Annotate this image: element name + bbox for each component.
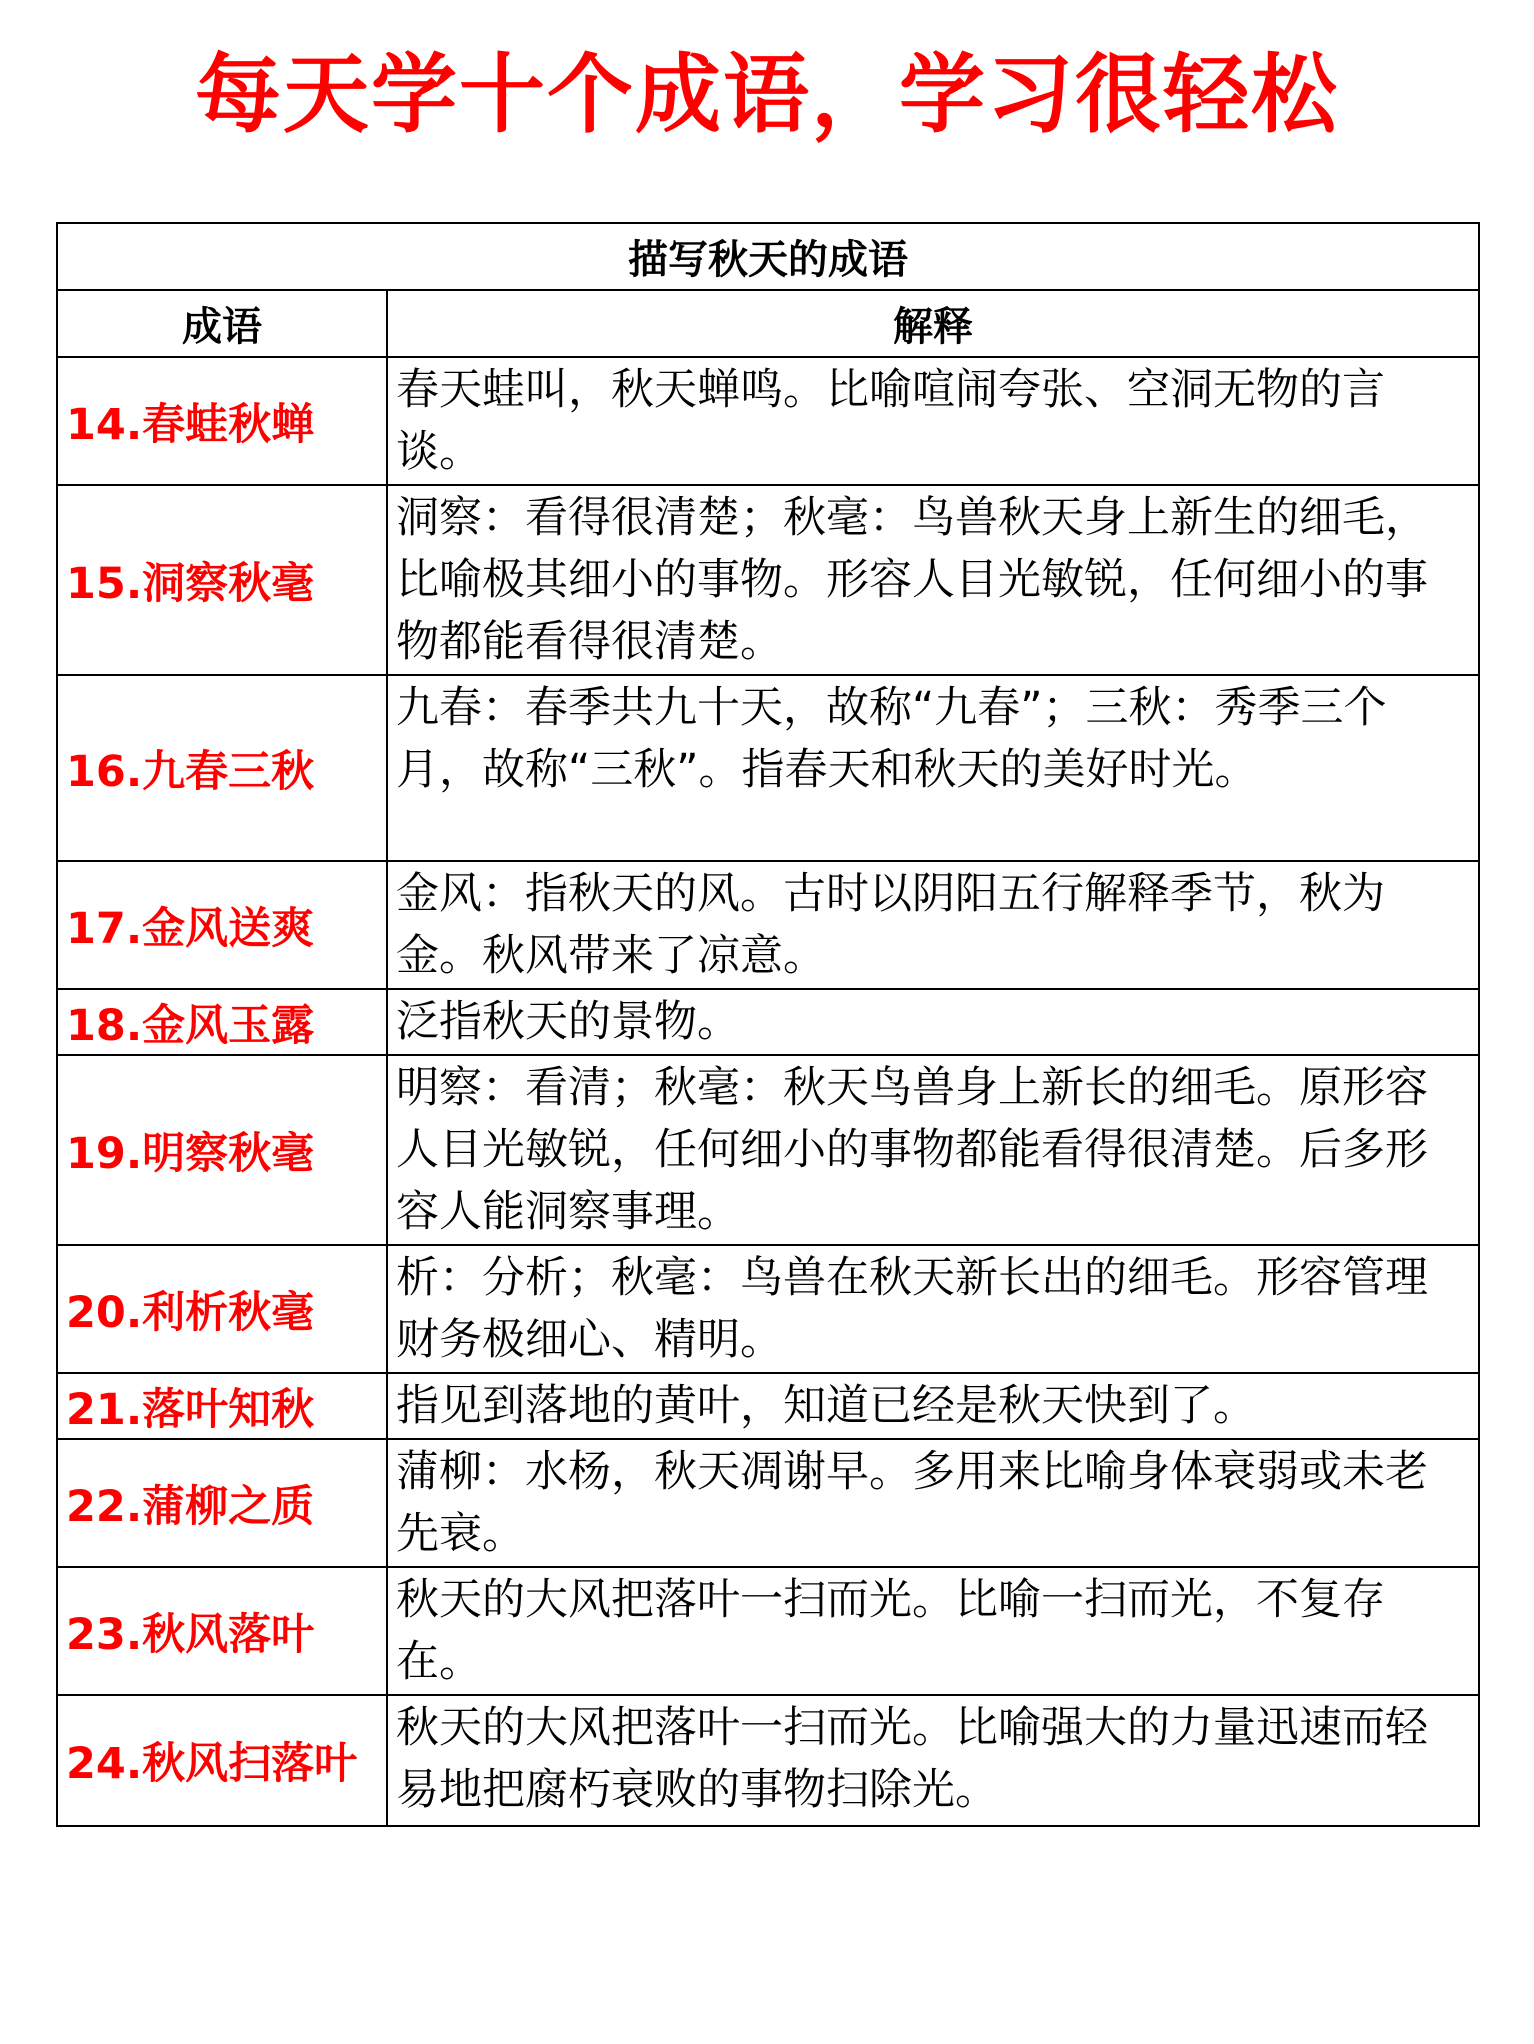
explanation-cell: 洞察：看得很清楚；秋毫：鸟兽秋天身上新生的细毛，比喻极其细小的事物。形容人目光敏锐，任何细小的事物都能看得很清楚。: [387, 485, 1479, 675]
table-row: [57, 675, 1479, 861]
explanation-cell: 明察：看清；秋毫：秋天鸟兽身上新长的细毛。原形容人目光敏锐，任何细小的事物都能看得很清楚。后多形容人能洞察事理。: [387, 1055, 1479, 1245]
idiom-cell: 14.春蛙秋蝉: [57, 357, 387, 485]
idiom-cell: 18.金风玉露: [57, 989, 387, 1055]
explanation-cell: 金风：指秋天的风。古时以阴阳五行解释季节，秋为金。秋风带来了凉意。: [387, 861, 1479, 989]
table-row: [57, 357, 1479, 485]
explanation-cell: 析：分析；秋毫：鸟兽在秋天新长出的细毛。形容管理财务极细心、精明。: [387, 1245, 1479, 1373]
explanation-cell: 秋天的大风把落叶一扫而光。比喻一扫而光，不复存在。: [387, 1567, 1479, 1695]
idiom-cell: 19.明察秋毫: [57, 1055, 387, 1245]
idiom-cell: 17.金风送爽: [57, 861, 387, 989]
explanation-cell: 秋天的大风把落叶一扫而光。比喻强大的力量迅速而轻易地把腐朽衰败的事物扫除光。: [387, 1695, 1479, 1826]
table-row: [57, 1439, 1479, 1567]
table-row: [57, 1567, 1479, 1695]
table-row: [57, 1373, 1479, 1439]
table-row: [57, 1245, 1479, 1373]
table-row: [57, 989, 1479, 1055]
idiom-cell: 24.秋风扫落叶: [57, 1695, 387, 1826]
explanation-cell: 泛指秋天的景物。: [387, 989, 1479, 1055]
idiom-table: [56, 222, 1480, 1827]
column-header-idiom: 成语: [57, 290, 387, 357]
explanation-cell: 蒲柳：水杨，秋天凋谢早。多用来比喻身体衰弱或未老先衰。: [387, 1439, 1479, 1567]
column-header-explanation: 解释: [387, 290, 1479, 357]
idiom-cell: 16.九春三秋: [57, 675, 387, 861]
table-caption: 描写秋天的成语: [57, 223, 1479, 290]
table-row: [57, 485, 1479, 675]
table-row: [57, 861, 1479, 989]
idiom-cell: 22.蒲柳之质: [57, 1439, 387, 1567]
idiom-cell: 21.落叶知秋: [57, 1373, 387, 1439]
explanation-cell: 春天蛙叫，秋天蝉鸣。比喻喧闹夸张、空洞无物的言谈。: [387, 357, 1479, 485]
table-row: [57, 1055, 1479, 1245]
idiom-cell: 20.利析秋毫: [57, 1245, 387, 1373]
idiom-cell: 23.秋风落叶: [57, 1567, 387, 1695]
explanation-cell: 九春：春季共九十天，故称“九春”；三秋：秀季三个月，故称“三秋”。指春天和秋天的美好时光。: [387, 675, 1479, 861]
table-caption-row: [57, 223, 1479, 290]
table-row: [57, 1695, 1479, 1826]
explanation-cell: 指见到落地的黄叶，知道已经是秋天快到了。: [387, 1373, 1479, 1439]
idiom-cell: 15.洞察秋毫: [57, 485, 387, 675]
page-title: 每天学十个成语，学习很轻松: [195, 45, 1339, 145]
table-header-row: [57, 290, 1479, 357]
